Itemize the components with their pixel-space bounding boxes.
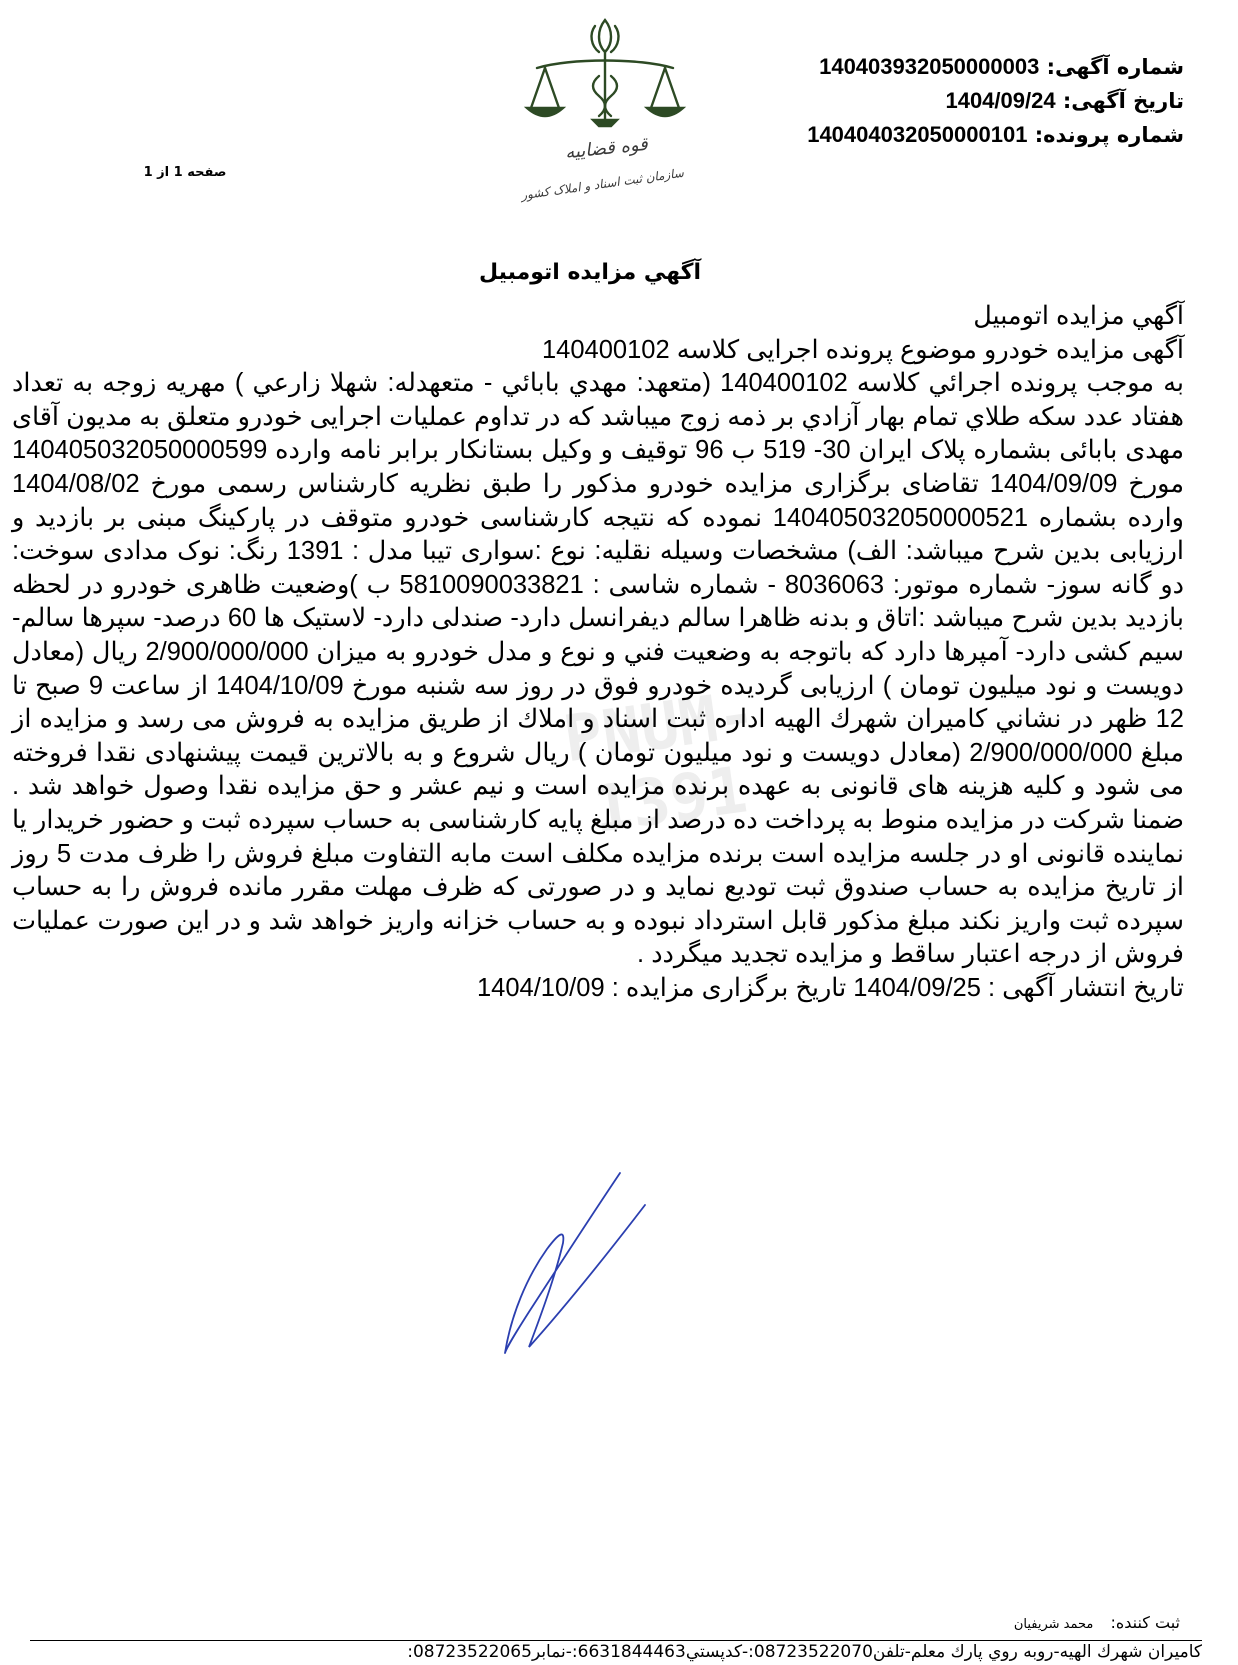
emblem-caption-registry: سازمان ثبت اسناد و املاک کشور (520, 165, 685, 203)
document-title: آگهي مزايده اتومبيل (478, 260, 702, 285)
body-subheading: آگهی مزایده خودرو موضوع پرونده اجرایی کلاسه 140400102 (542, 335, 1184, 364)
registrar-name: محمد شريفيان (1013, 1617, 1094, 1632)
footer-address: كاميران شهرك الهيه-روبه روي پارك معلم-تلفن08723522070:-كدپستي6631844463:-نمابر08723522065: (407, 1642, 1202, 1662)
file-number: 140404032050000101 (807, 122, 1028, 147)
registrar (780, 1613, 1180, 1632)
registrar-label: ثبت كننده: (1110, 1613, 1180, 1632)
file-number-label: شماره پرونده: (1034, 123, 1184, 147)
notice-date-row (764, 84, 1184, 118)
notice-metadata (764, 50, 1184, 152)
footer-divider (30, 1640, 1202, 1641)
file-number-row (764, 118, 1184, 152)
body-dates-line: تاريخ انتشار آگهی : 1404/09/25 تاريخ برگزاری مزايده : 1404/10/09 (477, 973, 1184, 1002)
notice-number-row (764, 50, 1184, 84)
body-heading: آگهي مزايده اتومبيل (973, 302, 1184, 330)
body-main-paragraph: به موجب پرونده اجرائي كلاسه 140400102 (متعهد: مهدي بابائي - متعهدله: شهلا زارعي ) مهريه زوجه به تعداد هفتاد عدد سكه طلاي تمام بهار آزادي بر ذمه زوج ميباشد كه در تداوم عمليات اجرايی خودرو متعلق به مديون آقای مهدی بابائی بشماره پلاک ايران 30- 519 ب 96 توقيف و وكيل بستانكار برابر نامه وارده 140405032050000599 مورخ 1404/09/09 تقاضای برگزاری مزايده خودرو مذكور را طبق نظريه كارشناس رسمی مورخ 1404/08/02 وارده بشماره 140405032050000521 نموده كه نتيجه كارشناسی خودرو متوقف در پاركينگ مبنی بر بازديد و ارزيابی بدين شرح ميباشد: الف) مشخصات وسيله نقليه: نوع :سواری تيبا مدل : 1391 رنگ: نوک مدادی سوخت: دو گانه سوز- شماره موتور: 8036063 - شماره شاسی : 5810090033821 ب )وضعيت ظاهری خودرو در لحظه بازديد بدين شرح ميباشد :اتاق و بدنه ظاهرا سالم ديفرانسل دارد- صندلی دارد- لاستيک ها 60 درصد- سپرها سالم- سيم كشی دارد- آمپرها دارد كه باتوجه به وضعيت فني و نوع و مدل خودرو به ميزان 2/900/000/000 ريال (معادل دويست و نود ميليون تومان ) ارزيابی گرديده خودرو فوق در روز سه شنبه مورخ 1404/10/09 از ساعت 9 صبح تا 12 ظهر در نشاني كاميران شهرك الهيه اداره ثبت اسناد و املاك از طريق مزايده به فروش می رسد و مزايده از مبلغ 2/900/000/000 (معادل دويست و نود ميليون تومان ) ريال شروع و به بالاترين قيمت پيشنهادی نقدا فروخته می شود و كليه هزينه های قانونی به عهده برنده مزايده است و نيم عشر و حق مزايده نقدا وصول خواهد شد . ضمنا شركت در مزايده منوط به پرداخت ده درصد از مبلغ پايه كارشناسی به حساب سپرده ثبت و حضور خريدار يا نماينده قانونی او در جلسه مزايده است برنده مزايده مكلف است مابه التفاوت مبلغ فروش را ظرف مدت 5 روز از تاريخ مزايده به حساب صندوق ثبت توديع نمايد و در صورتی كه ظرف مهلت مقرر مانده فروش را به حساب سپرده ثبت واريز نكند مبلغ مذكور قابل استرداد نبوده و به حساب خزانه واريز خواهد شد و در اين صورت عمليات فروش از درجه اعتبار ساقط و مزايده تجديد ميگردد . (12, 369, 1185, 969)
emblem-caption-judiciary: قوه قضاییه (564, 133, 649, 164)
watermark: PNUM-1391 (559, 677, 761, 849)
notice-number: 140403932050000003 (819, 54, 1040, 79)
page-indicator: صفحه 1 از 1 (143, 165, 227, 180)
notice-number-label: شماره آگهی: (1046, 55, 1184, 79)
notice-body (12, 300, 1184, 1005)
notice-date-label: تاریخ آگهی: (1062, 89, 1184, 113)
judiciary-emblem (515, 8, 695, 213)
notice-date: 1404/09/24 (945, 88, 1056, 113)
handwritten-signature (455, 1165, 675, 1365)
